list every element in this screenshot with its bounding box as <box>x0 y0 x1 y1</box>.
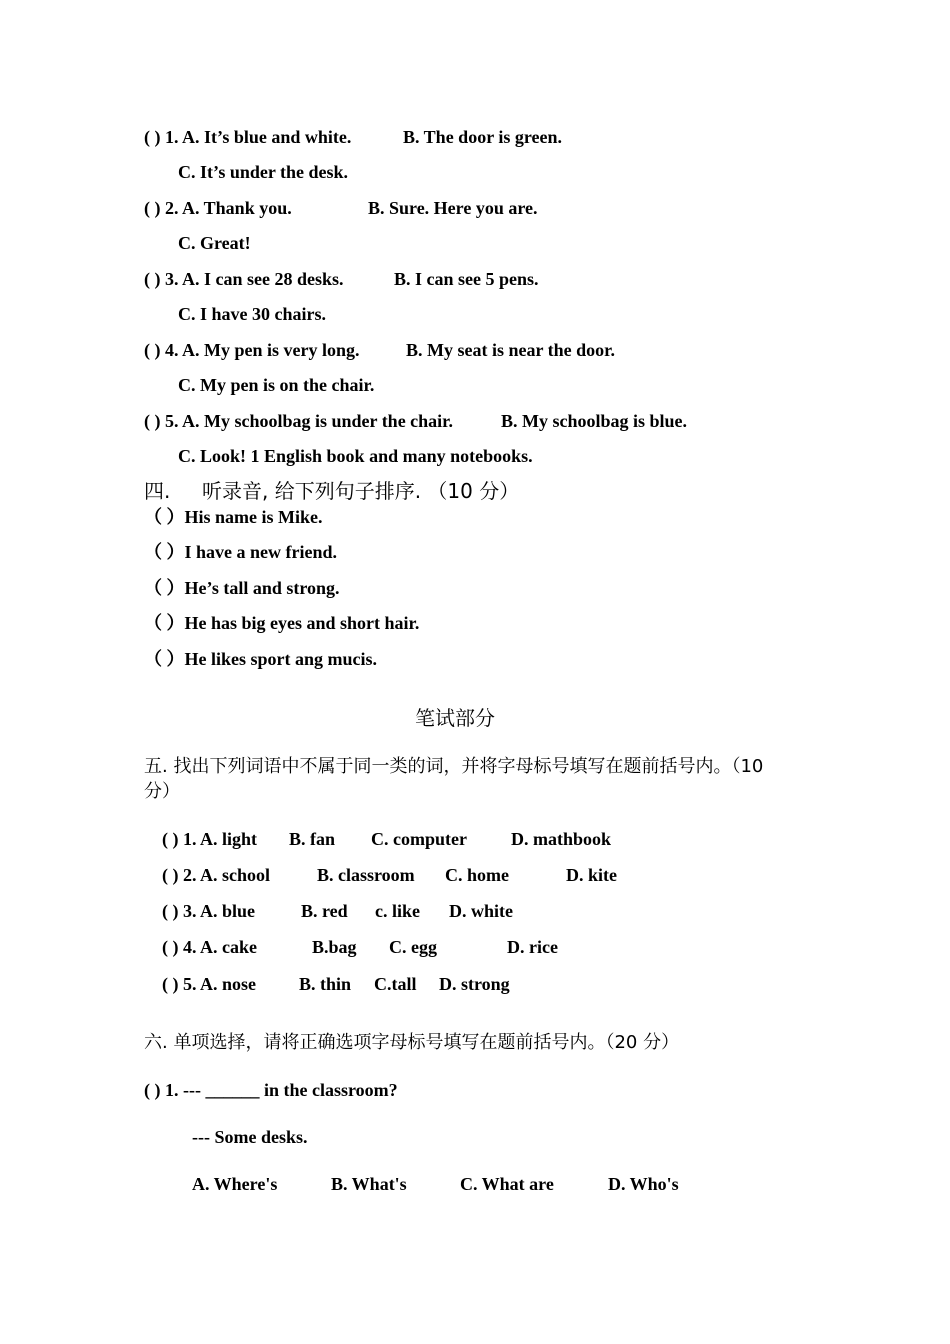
option-a: ( ) 4. A. cake <box>162 937 257 957</box>
option-c: C. home <box>445 865 509 885</box>
section-6-heading: 六. 单项选择，请将正确选项字母标号填写在题前括号内。（20 分） <box>144 1032 680 1053</box>
option-d: D. strong <box>439 974 510 994</box>
ordering-item: （ ）He’s tall and strong. <box>144 578 340 598</box>
question-5-option-b: B. My schoolbag is blue. <box>501 411 688 431</box>
question-3-option-a: ( ) 3. A. I can see 28 desks. <box>144 269 344 289</box>
option-c: C. egg <box>389 937 437 957</box>
option-d: D. white <box>449 901 513 921</box>
option-b: B. What's <box>331 1174 407 1194</box>
option-c: c. like <box>375 901 420 921</box>
option-a: A. Where's <box>192 1174 278 1194</box>
option-d: D. mathbook <box>511 829 612 849</box>
question-3-option-c: C. I have 30 chairs. <box>178 304 326 324</box>
option-a: ( ) 2. A. school <box>162 865 270 885</box>
option-c: C. What are <box>460 1174 554 1194</box>
option-d: D. kite <box>566 865 617 885</box>
option-b: B. red <box>301 901 348 921</box>
option-b: B. classroom <box>317 865 415 885</box>
section-4-title: 听录音, 给下列句子排序. （10 分） <box>202 479 520 503</box>
option-b: B. thin <box>299 974 352 994</box>
question-3-option-b: B. I can see 5 pens. <box>394 269 539 289</box>
choice-question-dialogue: --- Some desks. <box>192 1127 308 1147</box>
question-2-option-a: ( ) 2. A. Thank you. <box>144 198 292 218</box>
question-4-option-b: B. My seat is near the door. <box>406 340 615 360</box>
question-4-option-c: C. My pen is on the chair. <box>178 375 375 395</box>
question-1-option-c: C. It’s under the desk. <box>178 162 349 182</box>
section-5-heading-continued: 分） <box>144 781 180 802</box>
option-d: D. Who's <box>608 1174 679 1194</box>
written-part-title: 笔试部分 <box>415 706 495 730</box>
question-2-option-c: C. Great! <box>178 233 251 253</box>
option-a: ( ) 5. A. nose <box>162 974 256 994</box>
option-a: ( ) 1. A. light <box>162 829 258 849</box>
section-5-heading: 五. 找出下列词语中不属于同一类的词，并将字母标号填写在题前括号内。（10 <box>144 756 764 777</box>
option-d: D. rice <box>507 937 558 957</box>
question-1-option-a: ( ) 1. A. It’s blue and white. <box>144 127 352 147</box>
option-b: B.bag <box>312 937 357 957</box>
question-4-option-a: ( ) 4. A. My pen is very long. <box>144 340 360 360</box>
question-1-option-b: B. The door is green. <box>403 127 563 147</box>
option-c: C.tall <box>374 974 417 994</box>
option-b: B. fan <box>289 829 336 849</box>
question-5-option-a: ( ) 5. A. My schoolbag is under the chair. <box>144 411 454 431</box>
ordering-item: （ ）He has big eyes and short hair. <box>144 613 420 633</box>
ordering-item: （ ）He likes sport ang mucis. <box>144 649 378 669</box>
question-2-option-b: B. Sure. Here you are. <box>368 198 538 218</box>
ordering-item: （ ）His name is Mike. <box>144 507 323 527</box>
choice-question-stem: ( ) 1. --- ______ in the classroom? <box>144 1080 398 1100</box>
option-a: ( ) 3. A. blue <box>162 901 256 921</box>
question-5-option-c: C. Look! 1 English book and many notebooks. <box>178 446 533 466</box>
option-c: C. computer <box>371 829 467 849</box>
ordering-item: （ ）I have a new friend. <box>144 542 337 562</box>
section-4-number: 四. <box>144 479 171 503</box>
